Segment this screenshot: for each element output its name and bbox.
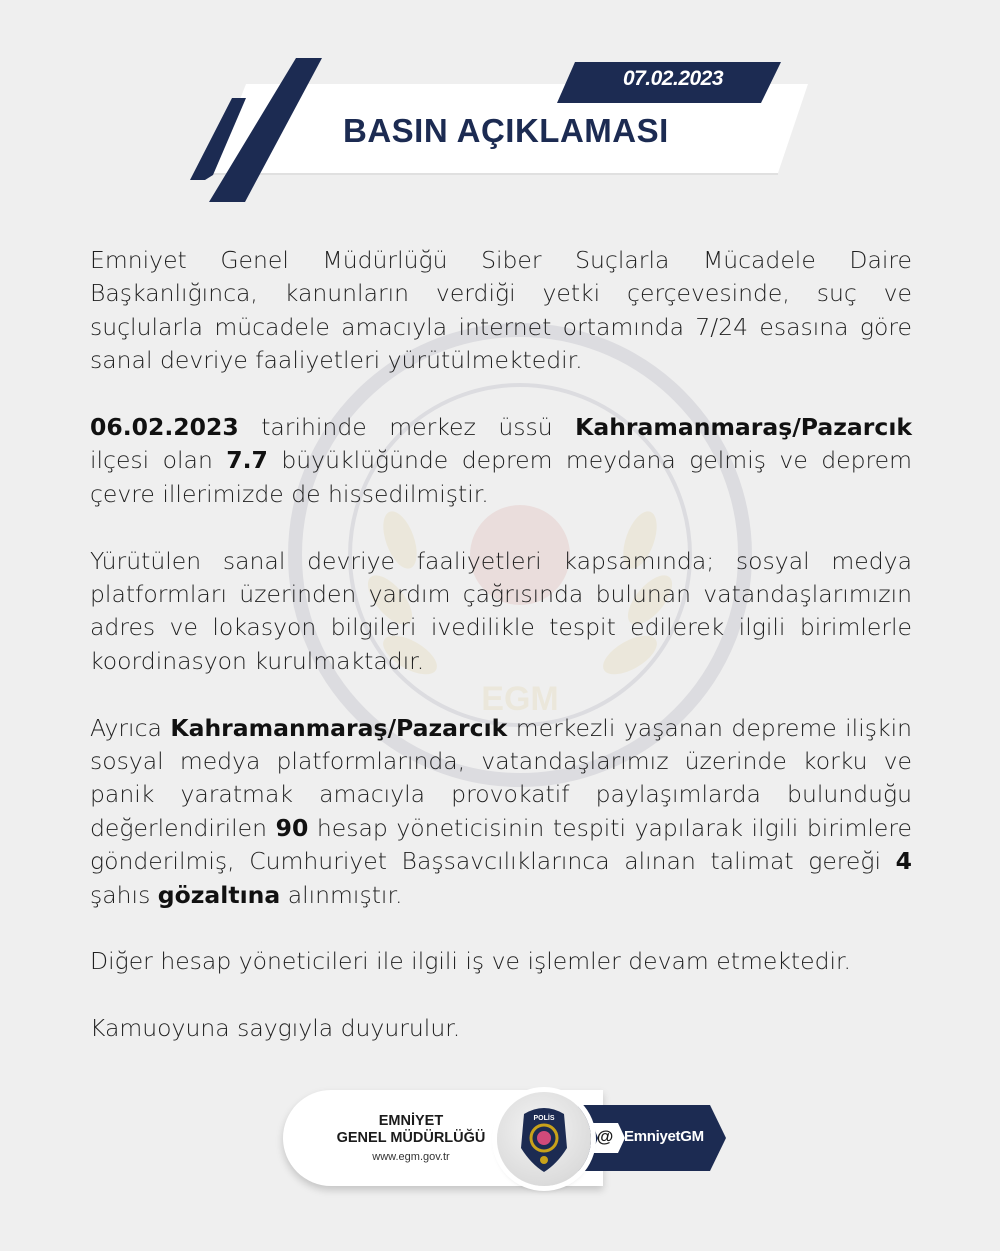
paragraph xyxy=(90,1012,912,1045)
body-text: ilçesi olan xyxy=(90,446,227,475)
body-text: Yürütülen sanal devriye faaliyetleri kapsamında; sosyal medya platformları üzerinden yardım çağrısında bulunan vatandaşlarımızın adres ve lokasyon bilgileri ivedilikle tespit edilerek ilgili birimlerle koordinasyon kurulmaktadır. xyxy=(90,546,912,675)
org-name-line2: GENEL MÜDÜRLÜĞÜ xyxy=(336,1130,486,1146)
emphasis-text: 4 xyxy=(895,847,912,876)
page-title: BASIN AÇIKLAMASI xyxy=(343,112,669,149)
org-name-line1: EMNİYET xyxy=(378,1113,444,1129)
body-text: Ayrıca xyxy=(90,713,171,742)
body-text: alınmıştır. xyxy=(280,880,403,909)
body-text: büyüklüğünde deprem meydana gelmiş ve deprem çevre illerimizde de hissedilmiştir. xyxy=(90,446,912,508)
footer xyxy=(0,1080,1000,1200)
body-text: şahıs xyxy=(90,880,158,909)
org-name xyxy=(316,1113,506,1147)
social-handle[interactable]: EmniyetGM xyxy=(624,1128,704,1145)
emphasis-text: 06.02.2023 xyxy=(90,413,239,442)
paragraph xyxy=(90,411,912,511)
website-link[interactable]: www.egm.gov.tr xyxy=(372,1151,450,1163)
svg-text:POLİS: POLİS xyxy=(533,1115,555,1122)
emphasis-text: 90 xyxy=(275,813,309,842)
paragraph xyxy=(90,545,912,679)
svg-text:EGM: EGM xyxy=(481,680,559,718)
emphasis-text: Kahramanmaraş/Pazarcık xyxy=(575,413,912,442)
body-text: Diğer hesap yöneticileri ile ilgili iş ve işlemler devam etmektedir. xyxy=(90,947,851,976)
press-release-body xyxy=(90,244,912,1079)
emphasis-text: Kahramanmaraş/Pazarcık xyxy=(170,713,508,742)
body-text: Emniyet Genel Müdürlüğü Siber Suçlarla Mücadele Daire Başkanlığınca, kanunların verdiği yetki çerçevesinde, suç ve suçlularla mücadele amacıyla internet ortamında 7/24 esasına göre sanal devriye faaliyetleri yürütülmektedir. xyxy=(90,246,912,375)
header xyxy=(0,0,1000,230)
press-release-date: 07.02.2023 xyxy=(622,67,724,90)
at-icon: @ xyxy=(596,1127,614,1146)
paragraph xyxy=(90,244,912,378)
police-badge-icon xyxy=(497,1092,591,1186)
body-text: hesap yöneticisinin tespiti yapılarak ilgili birimlere gönderilmiş, Cumhuriyet Başsavcılıklarınca alınan talimat gereği xyxy=(90,813,912,876)
paragraph xyxy=(90,945,912,978)
emphasis-text: 7.7 xyxy=(226,446,268,475)
body-text: tarihinde merkez üssü xyxy=(238,413,576,442)
body-text: merkezli yaşanan depreme ilişkin sosyal medya platformlarında, vatandaşlarımız üzerinde korku ve panik yaratmak amacıyla provokatif paylaşımlarda bulunduğu değerlendirilen xyxy=(90,713,912,842)
paragraph xyxy=(90,712,912,912)
emphasis-text: gözaltına xyxy=(157,880,281,909)
badge-circle xyxy=(497,1092,591,1186)
body-text: Kamuoyuna saygıyla duyurulur. xyxy=(90,1014,461,1043)
